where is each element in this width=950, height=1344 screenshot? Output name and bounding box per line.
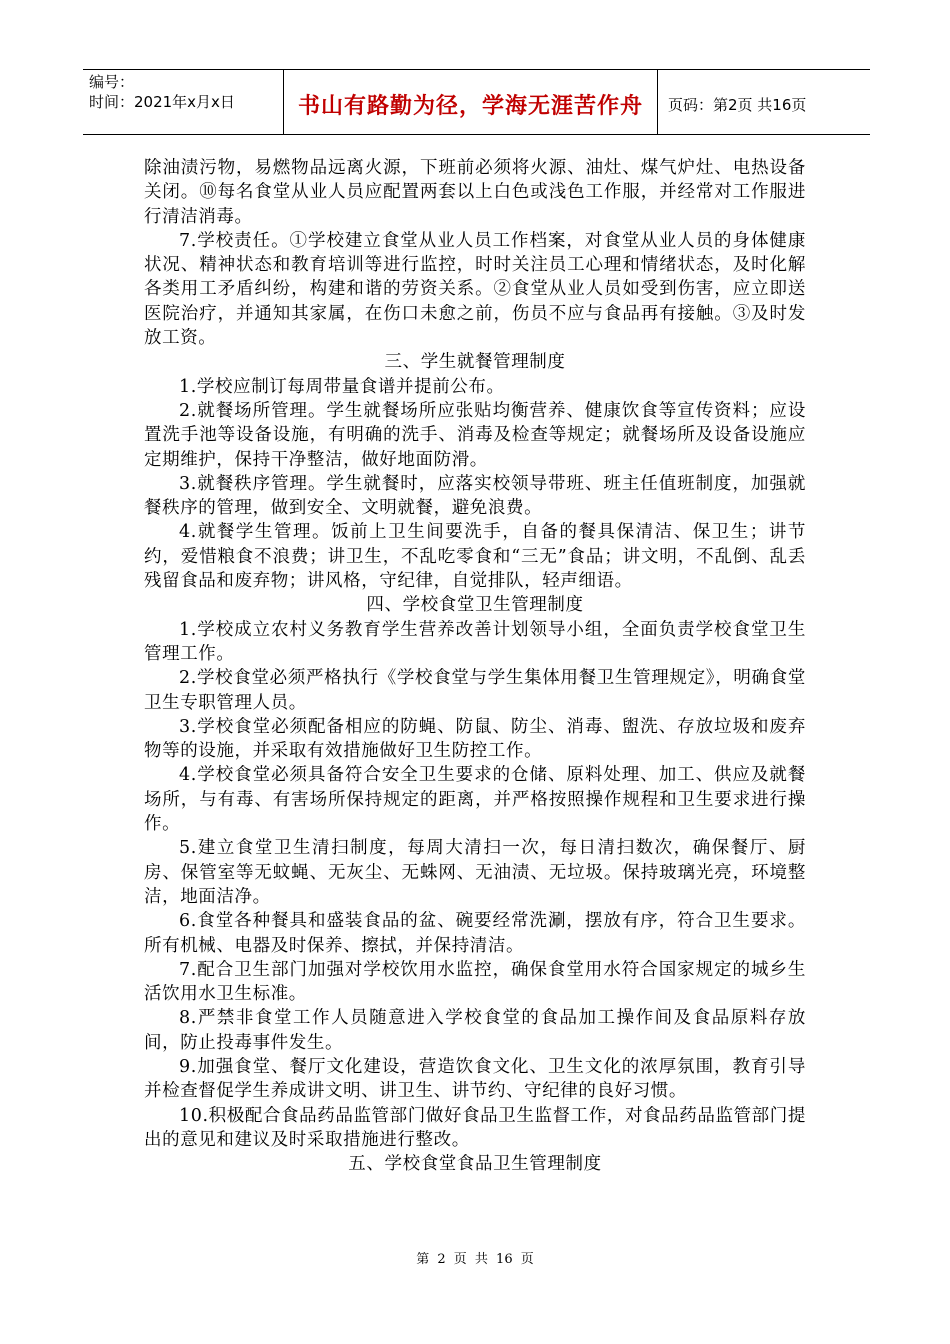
page-footer: 第 2 页 共 16 页 — [416, 1252, 534, 1267]
body-paragraph: 9.加强食堂、餐厅文化建设，营造饮食文化、卫生文化的浓厚氛围，教育引导并检查督促学生养成讲文明、讲卫生、讲节约、守纪律的良好习惯。 — [144, 1056, 806, 1102]
body-paragraph: 1.学校成立农村义务教育学生营养改善计划领导小组，全面负责学校食堂卫生管理工作。 — [144, 619, 806, 664]
body-paragraph: 4.学校食堂必须具备符合安全卫生要求的仓储、原料处理、加工、供应及就餐场所，与有毒、有害场所保持规定的距离，并严格按照操作规程和卫生要求进行操作。 — [144, 765, 806, 835]
section-heading: 三、学生就餐管理制度 — [384, 352, 566, 373]
document-body — [144, 156, 806, 1176]
body-paragraph: 5.建立食堂卫生清扫制度，每周大清扫一次，每日清扫数次，确保餐厅、厨房、保管室等无蚊蝇、无灰尘、无蛛网、无油渍、无垃圾。保持玻璃光亮，环境整洁，地面洁净。 — [144, 838, 806, 907]
body-paragraph: 2.学校食堂必须严格执行《学校食堂与学生集体用餐卫生管理规定》，明确食堂卫生专职管理人员。 — [144, 668, 806, 713]
body-paragraph: 7.配合卫生部门加强对学校饮用水监控，确保食堂用水符合国家规定的城乡生活饮用水卫生标准。 — [144, 959, 806, 1005]
body-paragraph: 3.学校食堂必须配备相应的防蝇、防鼠、防尘、消毒、盥洗、存放垃圾和废弃物等的设施，并采取有效措施做好卫生防控工作。 — [144, 716, 806, 762]
body-paragraph: 2.就餐场所管理。学生就餐场所应张贴均衡营养、健康饮食等宣传资料；应设置洗手池等设备设施，有明确的洗手、消毒及检查等规定；就餐场所及设备设施应定期维护，保持干净整洁，做好地面防滑。 — [144, 400, 806, 470]
body-paragraph: 4.就餐学生管理。饭前上卫生间要洗手，自备的餐具保清洁、保卫生；讲节约，爱惜粮食不浪费；讲卫生，不乱吃零食和“三无”食品；讲文明，不乱倒、乱丢残留食品和废弃物；讲风格，守纪律，自觉排队，轻声细语。 — [144, 522, 806, 592]
header-motto: 书山有路勤为径，学海无涯苦作舟 — [284, 70, 658, 134]
page-header — [83, 69, 870, 135]
header-page-info: 页码：第2页 共16页 — [668, 95, 807, 114]
body-paragraph: 除油渍污物，易燃物品远离火源，下班前必须将火源、油灶、煤气炉灶、电热设备关闭。⑩每名食堂从业人员应配置两套以上白色或浅色工作服，并经常对工作服进行清洁消毒。 — [144, 158, 806, 227]
section-heading: 五、学校食堂食品卫生管理制度 — [348, 1154, 602, 1175]
body-paragraph: 10.积极配合食品药品监管部门做好食品卫生监督工作，对食品药品监管部门提出的意见和建议及时采取措施进行整改。 — [144, 1105, 806, 1150]
body-paragraph: 1.学校应制订每周带量食谱并提前公布。 — [179, 376, 505, 397]
body-paragraph: 7.学校责任。①学校建立食堂从业人员工作档案，对食堂从业人员的身体健康状况、精神状态和教育培训等进行监控，时时关注员工心理和情绪状态，及时化解各类用工矛盾纠纷，构建和谐的劳资关系。②食堂从业人员如受到伤害，应立即送医院治疗，并通知其家属，在伤口未愈之前，伤员不应与食品再有接触。③及时发放工资。 — [144, 230, 806, 349]
body-paragraph: 6.食堂各种餐具和盛装食品的盆、碗要经常洗涮，摆放有序，符合卫生要求。所有机械、电器及时保养、擦拭，并保持清洁。 — [144, 911, 806, 956]
body-paragraph: 3.就餐秩序管理。学生就餐时，应落实校领导带班、班主任值班制度，加强就餐秩序的管理，做到安全、文明就餐，避免浪费。 — [144, 473, 806, 519]
header-meta — [83, 70, 284, 134]
body-paragraph: 8.严禁非食堂工作人员随意进入学校食堂的食品加工操作间及食品原料存放间，防止投毒事件发生。 — [144, 1008, 806, 1053]
section-heading: 四、学校食堂卫生管理制度 — [366, 595, 584, 616]
document-date: 时间：2021年x月x日 — [89, 93, 235, 111]
document-number-label: 编号： — [89, 73, 135, 91]
